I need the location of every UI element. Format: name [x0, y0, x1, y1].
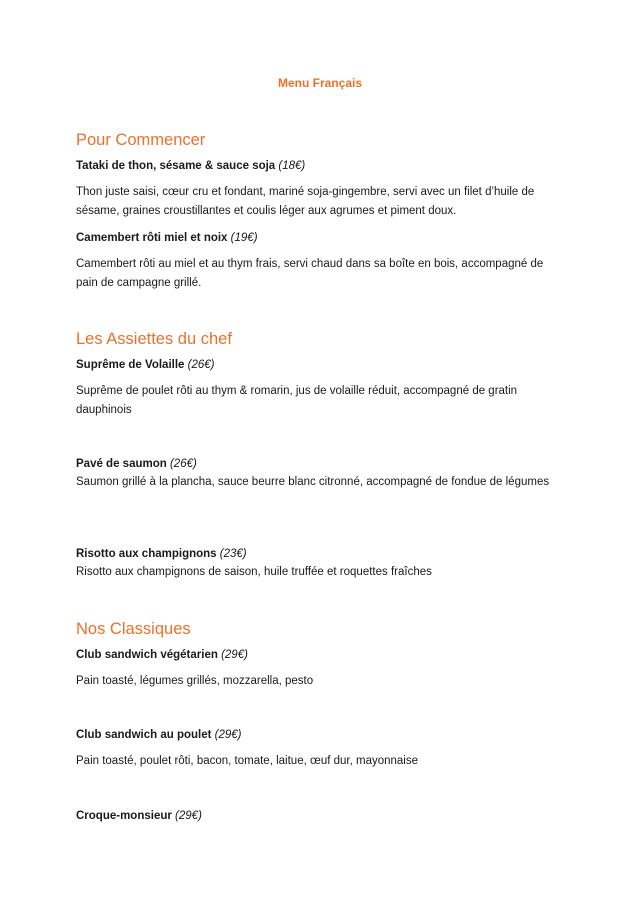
section-heading: Pour Commencer	[76, 131, 206, 149]
dish-name	[76, 647, 566, 663]
menu-title: Menu Français	[277, 76, 363, 90]
dish-description: Thon juste saisi, cœur cru et fondant, mariné soja-gingembre, servi avec un filet d’huile de sésame, graines croustillantes et coulis léger aux agrumes et piment doux.	[76, 186, 535, 217]
dish-price: (19€)	[230, 232, 258, 244]
dish-title: Croque-monsieur	[76, 810, 172, 822]
dish-title: Pavé de saumon	[76, 458, 167, 470]
dish-name	[76, 158, 566, 174]
dish-price: (23€)	[219, 548, 247, 560]
dish-price: (26€)	[187, 359, 215, 371]
dish-name	[76, 230, 566, 246]
dish-name	[76, 357, 566, 373]
dish-title: Risotto aux champignons	[76, 548, 217, 560]
dish-description: Pain toasté, légumes grillés, mozzarella, pesto	[76, 675, 314, 687]
dish-price: (29€)	[221, 649, 248, 661]
dish-description: Risotto aux champignons de saison, huile truffée et roquettes fraîches	[76, 566, 432, 578]
dish-title: Suprême de Volaille	[76, 359, 185, 371]
dish-name	[76, 456, 566, 472]
dish-title: Camembert rôti miel et noix	[76, 232, 228, 244]
dish-name	[76, 727, 566, 743]
section-heading: Les Assiettes du chef	[76, 330, 232, 348]
dish-name	[76, 808, 566, 824]
dish-description: Suprême de poulet rôti au thym & romarin, jus de volaille réduit, accompagné de gratin dauphinois	[76, 385, 518, 416]
dish-price: (18€)	[278, 160, 306, 172]
dish-price: (26€)	[169, 458, 197, 470]
dish-price: (29€)	[214, 729, 242, 741]
section-heading: Nos Classiques	[76, 620, 191, 638]
dish-description: Saumon grillé à la plancha, sauce beurre blanc citronné, accompagné de fondue de légumes	[76, 476, 550, 488]
dish-description: Pain toasté, poulet rôti, bacon, tomate, laitue, œuf dur, mayonnaise	[76, 755, 419, 767]
dish-title: Club sandwich végétarien	[76, 649, 218, 661]
dish-title: Club sandwich au poulet	[76, 729, 212, 741]
dish-price: (29€)	[175, 810, 202, 822]
dish-title: Tataki de thon, sésame & sauce soja	[76, 160, 276, 172]
dish-name	[76, 546, 566, 562]
dish-description: Camembert rôti au miel et au thym frais, servi chaud dans sa boîte en bois, accompagné de pain de campagne grillé.	[76, 258, 544, 289]
